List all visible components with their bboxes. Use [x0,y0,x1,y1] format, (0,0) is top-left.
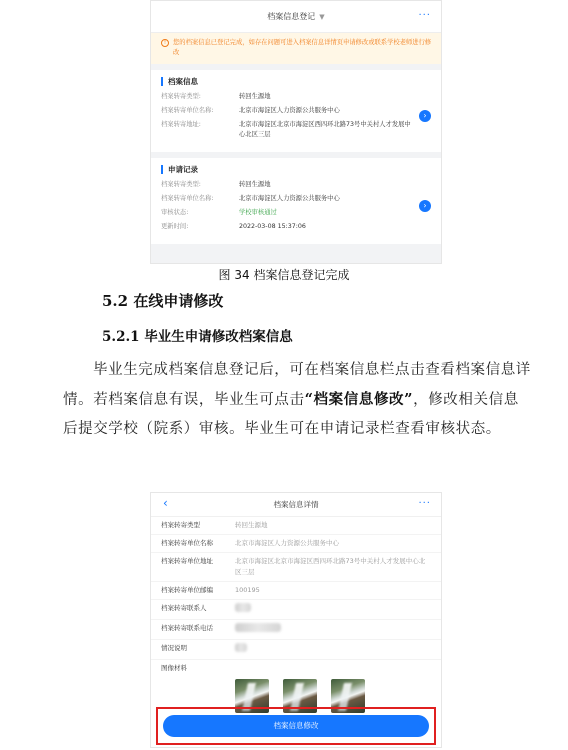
row-label: 档案转寄联系人 [161,604,207,612]
row-label: 档案转寄地址: [161,121,201,128]
app-header [151,493,441,517]
warning-circle-icon: ! [161,39,169,47]
row-label: 档案转寄联系电话 [161,624,213,632]
row-value: 北京市海淀区北京市海淀区西四环北路73号中关村人才发展中心北区三层 [235,557,426,576]
row-label: 档案转寄单位邮编 [161,586,213,594]
detail-row [151,620,441,640]
redacted-value [235,603,431,616]
figure-35-screenshot [150,492,442,748]
paragraph-text: ，修改相关信息后提交学校（院系）审核。毕业生可在申请记录栏查看审核状态。 [63,392,519,437]
row-label: 档案转寄类型: [161,181,201,188]
redaction-blur [235,603,251,612]
detail-row [151,640,441,660]
row-value: 转回生源地 [239,181,271,188]
body-paragraph [63,356,533,444]
caret-down-icon[interactable]: ▼ [319,12,325,21]
row-value: 2022-03-08 15:37:06 [239,223,306,230]
status-value: 学校审核通过 [239,209,277,216]
info-row [161,222,431,232]
row-label: 档案转寄单位名称 [161,539,213,547]
info-row [161,106,431,116]
detail-row [151,600,441,620]
subsection-heading: 5.2.1 毕业生申请修改档案信息 [102,329,293,345]
detail-row [151,553,441,582]
more-dots-icon[interactable]: ··· [418,10,431,21]
section-title: 档案信息 [161,76,431,87]
info-row [161,92,431,102]
info-row [161,208,431,218]
row-label: 档案转寄类型: [161,93,201,100]
arrow-right-circle-icon[interactable]: › [419,110,431,122]
row-value: 北京市海淀区人力资源公共服务中心 [239,195,340,202]
back-chevron-icon[interactable]: ‹ [163,496,168,510]
section-title: 申请记录 [161,164,431,175]
redacted-value [235,623,431,636]
row-label: 审核状态: [161,209,189,216]
detail-row [151,517,441,535]
row-value: 北京市海淀区人力资源公共服务中心 [239,107,340,114]
redacted-value [235,643,431,656]
info-row [161,180,431,190]
detail-row [151,535,441,553]
notice-banner [151,33,441,64]
row-value: 100195 [235,586,260,594]
paragraph-emphasis: “档案信息修改” [304,391,414,408]
detail-row [151,582,441,600]
redaction-blur [235,643,247,652]
app-header [151,1,441,33]
figure-34-screenshot [150,0,442,264]
info-row [161,120,431,140]
arrow-right-circle-icon[interactable]: › [419,200,431,212]
row-value: 北京市海淀区人力资源公共服务中心 [235,539,339,547]
paragraph-text: 毕业生完成档案信息登记后，可在档案信息栏点击查看档案信息详情。若档案信息有误，毕业生可点击 [63,362,531,408]
figure-caption: 图 34 档案信息登记完成 [218,268,350,282]
apply-record-card[interactable] [151,158,441,244]
row-label: 档案转寄单位名称: [161,107,214,114]
row-value: 北京市海淀区北京市海淀区西四环北路73号中关村人才发展中心北区三层 [239,121,411,138]
header-title: 档案信息登记 [267,12,316,21]
row-value: 转回生源地 [235,521,268,529]
section-heading: 5.2 在线申请修改 [102,292,224,310]
row-label: 图像材料 [161,664,187,672]
row-label: 情况说明 [161,644,187,652]
more-dots-icon[interactable]: ··· [418,498,431,509]
row-label: 档案转寄单位名称: [161,195,214,202]
archive-info-card[interactable] [151,70,441,152]
row-value: 转回生源地 [239,93,271,100]
notice-text: 您的档案信息已登记完成，如存在问题可进入档案信息详情页申请修改或联系学校老师进行修改 [173,39,432,56]
highlight-frame [156,707,436,745]
edit-archive-button[interactable]: 档案信息修改 [163,715,429,737]
row-label: 更新时间: [161,223,189,230]
info-row [161,194,431,204]
redaction-blur [235,623,281,632]
header-title: 档案信息详情 [273,500,319,509]
row-label: 档案转寄单位地址 [161,557,213,565]
detail-row [151,660,441,677]
row-label: 档案转寄类型 [161,521,200,529]
